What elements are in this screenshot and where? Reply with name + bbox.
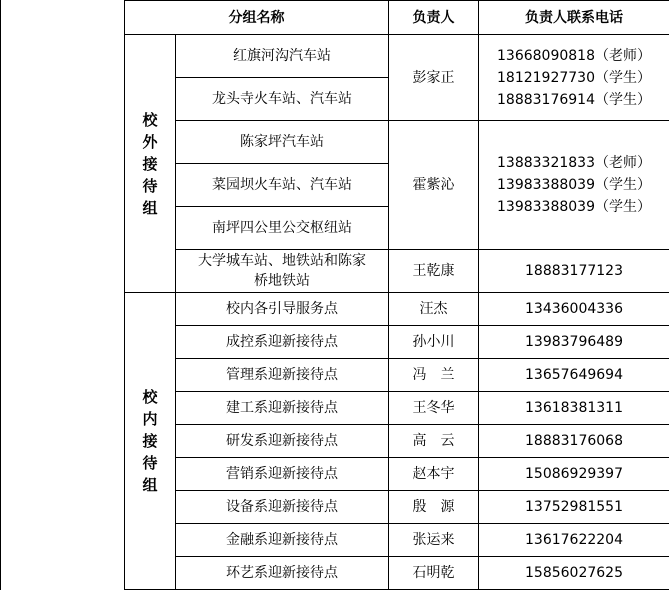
outside-group-label: 校 外 接 待 组 — [125, 35, 176, 293]
person-name: 赵本宇 — [389, 458, 479, 491]
point-name: 研发系迎新接待点 — [176, 425, 389, 458]
phone-list: 13668090818（老师） 18121927730（学生） 18883176914（学生） — [479, 35, 669, 121]
point-name: 校内各引导服务点 — [176, 293, 389, 326]
phone-number: 13618381311 — [479, 392, 669, 425]
point-name: 设备系迎新接待点 — [176, 491, 389, 524]
phone-number: 13617622204 — [479, 524, 669, 557]
person-name: 霍紫沁 — [389, 121, 479, 250]
station-name: 大学城车站、地铁站和陈家 桥地铁站 — [176, 250, 389, 293]
phone-number: 15856027625 — [479, 557, 669, 590]
header-phone: 负责人联系电话 — [479, 1, 669, 35]
point-name: 环艺系迎新接待点 — [176, 557, 389, 590]
phone-number: 18883176068 — [479, 425, 669, 458]
phone-number: 13657649694 — [479, 359, 669, 392]
point-name: 营销系迎新接待点 — [176, 458, 389, 491]
person-name: 冯 兰 — [389, 359, 479, 392]
person-name: 高 云 — [389, 425, 479, 458]
station-name: 红旗河沟汽车站 — [176, 35, 389, 78]
person-name: 王乾康 — [389, 250, 479, 293]
person-name: 汪杰 — [389, 293, 479, 326]
table-row — [125, 524, 669, 557]
phone-number: 13436004336 — [479, 293, 669, 326]
person-name: 彭家正 — [389, 35, 479, 121]
phone-number: 15086929397 — [479, 458, 669, 491]
table-row — [125, 121, 669, 164]
person-name: 孙小川 — [389, 326, 479, 359]
table-row — [125, 557, 669, 590]
table-row — [125, 425, 669, 458]
reception-contact-table — [124, 0, 669, 590]
person-name: 殷 源 — [389, 491, 479, 524]
table-row — [125, 491, 669, 524]
person-name: 王冬华 — [389, 392, 479, 425]
table-header-row — [125, 1, 669, 35]
inside-group-label: 校 内 接 待 组 — [125, 293, 176, 590]
person-name: 张运来 — [389, 524, 479, 557]
header-person: 负责人 — [389, 1, 479, 35]
phone-number: 13983796489 — [479, 326, 669, 359]
phone-list: 13883321833（老师） 13983388039（学生） 13983388039（学生） — [479, 121, 669, 250]
station-name: 南坪四公里公交枢纽站 — [176, 207, 389, 250]
table-row — [125, 293, 669, 326]
table-row — [125, 458, 669, 491]
station-name: 菜园坝火车站、汽车站 — [176, 164, 389, 207]
station-name: 龙头寺火车站、汽车站 — [176, 78, 389, 121]
point-name: 金融系迎新接待点 — [176, 524, 389, 557]
point-name: 成控系迎新接待点 — [176, 326, 389, 359]
table-row — [125, 35, 669, 78]
table-row — [125, 392, 669, 425]
table-row — [125, 250, 669, 293]
phone-number: 18883177123 — [479, 250, 669, 293]
phone-number: 13752981551 — [479, 491, 669, 524]
station-name: 陈家坪汽车站 — [176, 121, 389, 164]
point-name: 建工系迎新接待点 — [176, 392, 389, 425]
table-row — [125, 359, 669, 392]
header-group-name: 分组名称 — [125, 1, 389, 35]
table-row — [125, 326, 669, 359]
point-name: 管理系迎新接待点 — [176, 359, 389, 392]
page-border-left — [0, 0, 1, 590]
person-name: 石明乾 — [389, 557, 479, 590]
